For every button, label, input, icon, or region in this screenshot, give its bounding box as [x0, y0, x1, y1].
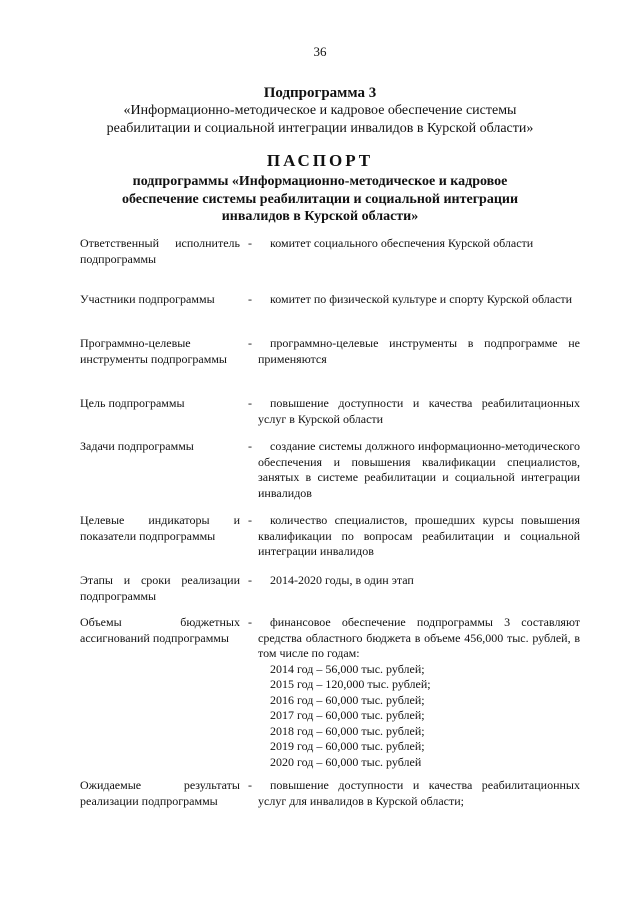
row-label: Цель подпрограммы	[80, 396, 185, 410]
passport-title: ПАСПОРТ	[266, 151, 374, 170]
row-dash: -	[248, 615, 252, 629]
row-label: Программно-целевые инструменты подпрограммы	[80, 336, 227, 366]
row-dash: -	[248, 513, 252, 527]
budget-year-item: 2020 год – 60,000 тыс. рублей	[270, 754, 422, 769]
row-label: Задачи подпрограммы	[80, 439, 194, 453]
page-number: 36	[313, 44, 327, 59]
budget-years-list	[258, 662, 580, 771]
passport-description	[40, 173, 600, 226]
row-label: Ответственный исполнитель подпрограммы	[80, 236, 240, 266]
passport-description-line: инвалидов в Курской области»	[221, 209, 419, 224]
row-label: Этапы и сроки реализации подпрограммы	[80, 573, 240, 603]
budget-year-item: 2019 год – 60,000 тыс. рублей;	[270, 739, 425, 753]
row-value: комитет по физической культуре и спорту Курской области	[270, 292, 573, 306]
row-value: количество специалистов, прошедших курсы повышения квалификации по вопросам реабилитации и социальной интеграции инвалидов	[258, 513, 580, 558]
row-dash: -	[248, 573, 252, 587]
row-dash: -	[248, 439, 252, 453]
budget-year-item: 2016 год – 60,000 тыс. рублей;	[270, 692, 425, 707]
subprogram-description-line: «Информационно-методическое и кадровое обеспечение системы	[123, 103, 517, 118]
row-dash: -	[248, 336, 252, 350]
budget-year-item: 2015 год – 120,000 тыс. рублей;	[270, 677, 431, 691]
passport-description-line: обеспечение системы реабилитации и социальной интеграции	[121, 191, 519, 207]
subprogram-description-line: реабилитации и социальной интеграции инвалидов в Курской области»	[106, 121, 534, 136]
row-value: повышение доступности и качества реабилитационных услуг для инвалидов в Курской области;	[258, 778, 580, 808]
row-dash: -	[248, 778, 252, 792]
row-label: Ожидаемые результаты реализации подпрограммы	[80, 778, 240, 808]
row-value: 2014-2020 годы, в один этап	[270, 573, 414, 587]
budget-description: финансовое обеспечение подпрограммы 3 составляют средства областного бюджета в объеме 456,000 тыс. рублей, в том числе по годам:	[258, 615, 580, 660]
row-value: создание системы должного информационно-методического обеспечения и повышения квалификации специалистов, занятых в системе реабилитации и социальной интеграции инвалидов	[258, 439, 580, 500]
subprogram-title: Подпрограмма 3	[263, 85, 377, 101]
budget-year-item: 2014 год – 56,000 тыс. рублей;	[270, 661, 425, 676]
row-label: Объемы бюджетных ассигнований подпрограммы	[80, 615, 240, 645]
row-value	[258, 615, 580, 770]
row-value: программно-целевые инструменты в подпрограмме не применяются	[258, 336, 580, 366]
row-label: Целевые индикаторы и показатели подпрограммы	[80, 513, 240, 543]
row-dash: -	[248, 236, 252, 250]
row-label: Участники подпрограммы	[80, 292, 215, 306]
row-value: комитет социального обеспечения Курской области	[270, 236, 534, 250]
row-dash: -	[248, 292, 252, 306]
budget-year-item: 2017 год – 60,000 тыс. рублей;	[270, 708, 425, 722]
budget-year-item: 2018 год – 60,000 тыс. рублей;	[270, 723, 425, 738]
passport-description-line: подпрограммы «Информационно-методическое и кадровое	[132, 174, 508, 189]
row-value: повышение доступности и качества реабилитационных услуг в Курской области	[258, 396, 580, 426]
row-dash: -	[248, 396, 252, 410]
subprogram-description	[40, 102, 600, 138]
